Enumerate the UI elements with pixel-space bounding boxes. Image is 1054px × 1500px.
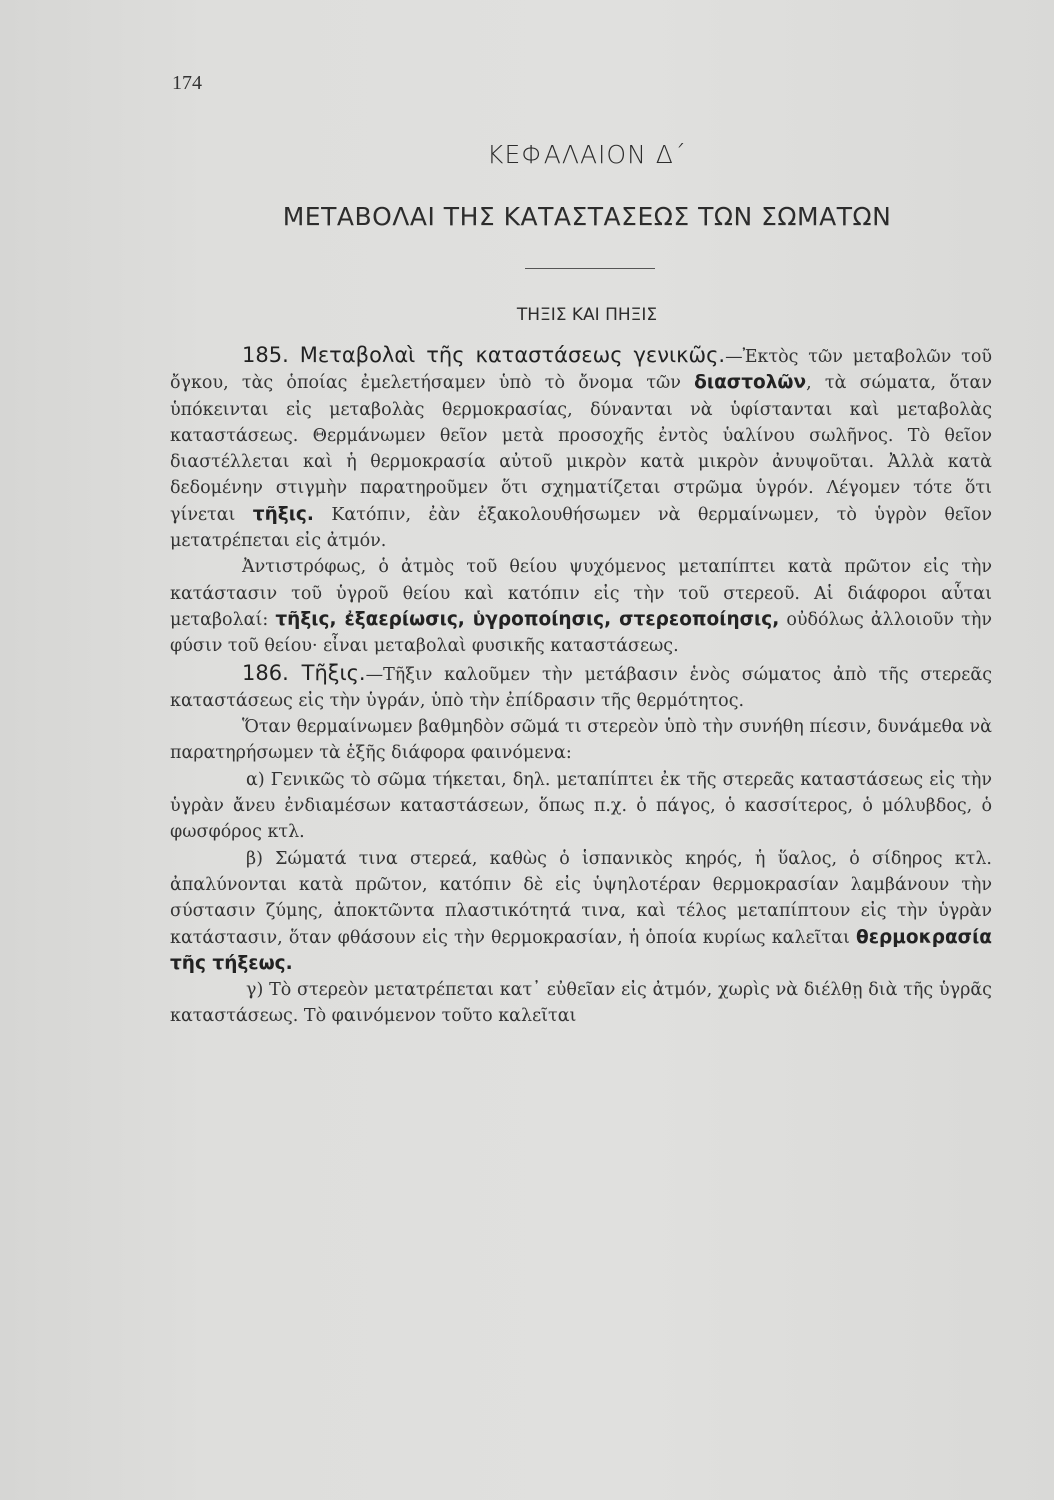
paragraph-185: [170, 342, 992, 554]
list-item-a-text: α) Γενικῶς τὸ σῶμα τήκεται, δηλ. μεταπίπτει ἐκ τῆς στερεᾶς καταστάσεως εἰς τὴν ὑγρὰν ἄνευ ἐνδιαμέσων καταστάσεων, ὅπως π.χ. ὁ πάγος, ὁ κασσίτερος, ὁ μόλυβδος, ὁ φωσφόρος κτλ.: [170, 769, 992, 843]
paragraph-heating-text: Ὅταν θερμαίνωμεν βαθμηδὸν σῶμά τι στερεὸν ὑπὸ τὴν συνήθη πίεσιν, δυνάμεθα νὰ παρατηρήσωμεν τὰ ἑξῆς διάφορα φαινόμενα:: [170, 717, 992, 764]
title-divider: [525, 268, 655, 269]
term-changes-list: τῆξις, ἐξαερίωσις, ὑγροποίησις, στερεοποίησις,: [275, 608, 780, 630]
chapter-subtitle: ΜΕΤΑΒΟΛΑΙ ΤΗΣ ΚΑΤΑΣΤΑΣΕΩΣ ΤΩΝ ΣΩΜΑΤΩΝ: [282, 202, 892, 231]
list-item-b: [170, 846, 992, 977]
term-diastolon: διαστολῶν: [694, 372, 807, 394]
paragraph-185-text-2: , τὰ σώματα, ὅταν ὑπόκεινται εἰς μεταβολὰς θερμοκρασίας, δύνανται νὰ ὑφίστανται καὶ μεταβολὰς καταστάσεως. Θερμάνωμεν θεῖον μετὰ προσοχῆς ἐντὸς ὑαλίνου σωλῆνος. Τὸ θεῖον διαστέλλεται καὶ ἡ θερμοκρασία αὐτοῦ μικρὸν κατὰ μικρὸν ἀνυψοῦται. Ἀλλὰ κατὰ δεδομένην στιγμὴν παρατηροῦμεν ὅτι σχηματίζεται στρῶμα ὑγρόν. Λέγομεν τότε ὅτι γίνεται: [170, 373, 992, 525]
list-item-a: [170, 767, 992, 846]
paragraph-reverse-text-1: Ἀντιστρόφως, ὁ ἀτμὸς τοῦ θείου ψυχόμενος μεταπίπτει κατὰ πρῶτον εἰς τὴν κατάστασιν τοῦ ὑγροῦ θείου καὶ κατόπιν εἰς τὴν τοῦ στερεοῦ. Αἱ διάφοροι αὗται μεταβολαί:: [170, 557, 992, 630]
paragraph-185-text-3: Κατόπιν, ἐὰν ἐξακολουθήσωμεν νὰ θερμαίνωμεν, τὸ ὑγρὸν θεῖον μετατρέπεται εἰς ἀτμόν.: [170, 504, 992, 552]
term-texis: τῆξις.: [252, 503, 314, 525]
list-item-b-text: β) Σώματά τινα στερεά, καθὼς ὁ ἱσπανικὸς κηρός, ἡ ὕαλος, ὁ σίδηρος κτλ. ἀπαλύνονται κατὰ πρῶτον, κατόπιν δὲ εἰς ὑψηλοτέραν θερμοκρασίαν λαμβάνουν τὴν σύστασιν ζύμης, ἀποκτῶντα πλαστικότητά τινα, καὶ τέλος μεταπίπτουν εἰς τὴν ὑγρὰν κατάστασιν, ὅταν φθάσουν εἰς τὴν θερμοκρασίαν, ἡ ὁποία κυρίως καλεῖται: [170, 848, 992, 948]
list-item-c: [170, 977, 992, 1030]
term-melting-temperature: θερμοκρασία τῆς τήξεως.: [170, 926, 992, 974]
page-number: 174: [172, 72, 202, 94]
paragraph-186-text: —Τῆξιν καλοῦμεν τὴν μετάβασιν ἑνὸς σώματος ἀπὸ τῆς στερεᾶς καταστάσεως εἰς τὴν ὑγράν, ὑπὸ τὴν ἐπίδρασιν τῆς θερμότητος.: [170, 664, 992, 711]
paragraph-heating: [170, 714, 992, 767]
list-item-c-text: γ) Τὸ στερεὸν μετατρέπεται κατ᾿ εὐθεῖαν εἰς ἀτμόν, χωρὶς νὰ διέλθῃ διὰ τῆς ὑγρᾶς καταστάσεως. Τὸ φαινόμενον τοῦτο καλεῖται: [170, 980, 992, 1027]
paragraph-186: [170, 660, 992, 715]
chapter-title: ΚΕΦΑΛΑΙΟΝ Δ΄: [487, 140, 687, 169]
paragraph-reverse-text-2: οὐδόλως ἀλλοιοῦν τὴν φύσιν τοῦ θείου· εἶναι μεταβολαὶ φυσικῆς καταστάσεως.: [170, 609, 992, 657]
paragraph-185-heading: 185. Μεταβολαὶ τῆς καταστάσεως γενικῶς.: [242, 343, 726, 367]
body-text: [170, 342, 992, 1030]
paragraph-reverse: [170, 554, 992, 659]
section-title: ΤΗΞΙΣ ΚΑΙ ΠΗΞΙΣ: [516, 305, 658, 325]
paragraph-185-text-1: —Ἐκτὸς τῶν μεταβολῶν τοῦ ὄγκου, τὰς ὁποίας ἐμελετήσαμεν ὑπὸ τὸ ὄνομα τῶν: [170, 347, 993, 394]
paragraph-186-heading: 186. Τῆξις.: [242, 660, 366, 685]
